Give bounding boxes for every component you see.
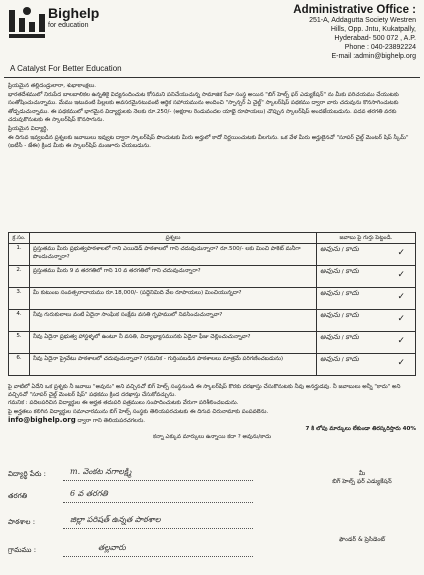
row-question: ప్రస్తుతము మీరు ప్రభుత్వపాఠశాలలో గాని ఎయిడెడ్ పాఠశాలలో గాని చదువుచున్నారా? రూ.500/- లకు మించి పాకెట్ మనీగా పొందుచున్నారా?: [30, 244, 317, 266]
table-row: [9, 332, 416, 354]
checkmark-icon: ✓: [397, 248, 405, 258]
checkmark-icon: ✓: [397, 336, 405, 346]
row-number: 4.: [9, 310, 30, 332]
note-paragraph: గమనిక : పదిలపరిచిన విద్యార్థుల ఈ అర్హత తదుపరి పత్రములు సంపాదించుటకు వేరుగా పరిశీలించబడును.: [8, 400, 239, 407]
intro-paragraph: భారతదేశములో నిరుపేద బాలబాలికల ఉన్నతికై విద్యనందించుట కోసమని పనిచేయుచున్న సామాజిక సేవా సంస్థ అయిన "బిగ్ హెల్ప్ ఫర్ ఎడ్యుకేషన్" ను మీకు పరిచయము చేయుటకు సంతోషించుచున్నాము. మేము ఇటువంటి పిల్లలకు అవసరమైనటువంటి ఆర్థిక సహాయమును అందించి "స్పాన్సర్ ఏ చైల్డ్" స్కాలర్‌షిప్ పథకము ద్వారా వారు చదువును కొనసాగించుటకు తోడ్పడుచున్నాము. ఈ పథకములో భాగమైన విద్యార్థులకు నెలకు రూ.250/- (అక్షరాల రెండువందల యాభై రూపాయలు) చొప్పున స్కాలర్‌షిప్ అందజేయబడును. పదవ తరగతి వరకు చదువుకొనుటకు ఈ స్కాలర్‌షిప్ కొనసాగును.: [8, 92, 399, 123]
row-answer[interactable]: అవును / కాదు ✓: [317, 354, 416, 376]
intro-text: [8, 82, 416, 152]
eligibility-table: [8, 232, 416, 376]
class-field[interactable]: 6 వ తరగతి: [70, 489, 108, 498]
signature-org: బిగ్ హెల్ప్ ఫర్ ఎడ్యుకేషన్: [332, 478, 392, 485]
checkmark-icon: ✓: [397, 270, 405, 280]
row-question: ప్రస్తుతము మీరు 9 వ తరగతిలో గాని 10 వ తరగతిలో గాని చదువుచున్నారా?: [30, 266, 317, 288]
name-field[interactable]: m. వెంకట నగాలక్ష్మి: [70, 467, 132, 476]
village-label: గ్రామము :: [8, 546, 37, 554]
table-row: [9, 266, 416, 288]
class-underline: [63, 502, 253, 503]
address-paragraph: పై అర్హతలు కలిగిన విద్యార్థుల సమాచారమును బిగ్ హెల్ప్ సంస్థకు తెలియపరచుటకు ఈ దిగువ చిరునామాకు పంపవలెను.: [8, 408, 269, 415]
row-number: 1.: [9, 244, 30, 266]
office-address: [266, 4, 416, 61]
founder-title: ఫౌండర్ & ప్రెసిడెంట్: [338, 536, 386, 543]
brand-name: Bighelp: [48, 5, 100, 21]
row-number: 5.: [9, 332, 30, 354]
row-question: నీవు ఏదైనా ప్రభుత్వ హాస్టళ్ళలో ఉంటూ నీ వసతి, విద్యాభ్యాసమునకు ఏదైనా ఫీజు చెల్లించుచున్నావా?: [30, 332, 317, 354]
instructions-text: [8, 383, 416, 441]
row-number: 2.: [9, 266, 30, 288]
row-answer[interactable]: అవును / కాదు ✓: [317, 288, 416, 310]
instructions-paragraph: పై వాటిలో ఏదేని ఒక ప్రశ్నకు నీ జవాబు "అవును" అని వచ్చినచో బిగ్ హెల్ప్ సంస్థనుండి ఈ స్కాలర్‌షిప్ కొరకు దరఖాస్తు చేసుకొనుటకు నీవు అనర్హుడవు. నీ జవాబులు అన్నీ "కాదు" అని వచ్చినచో "సూపర్ చైల్డ్ మెంటర్ షిప్" పథకము క్రింద దరఖాస్తు చేసుకోవచ్చును.: [8, 384, 401, 399]
brand-subtitle: for education: [48, 22, 89, 29]
intro-paragraph-2: ఈ దిగువ ఇవ్వబడిన ప్రశ్నలకు జవాబులు ఇవ్వుట ద్వారా స్కాలర్‌షిప్ పొందుటకు మీరు అర్హులో కాదో నిర్ణయించుటకు వీలగును. ఒక వేళ మీరు అర్హులైనచో "సూపర్ చైల్డ్ మెంటర్ షిప్ స్కీమ్" (ఐటీసీ - జేఈ) క్రింద మీకు ఈ స్కాలర్‌షిప్ మంజూరు చేయబడును.: [8, 135, 409, 150]
table-row: [9, 310, 416, 332]
table-header-row: [9, 233, 416, 244]
school-field[interactable]: జిల్లా పరిషత్ ఉన్నత పాఠశాల: [70, 515, 161, 524]
row-number: 6.: [9, 354, 30, 376]
row-question: నీవు గురుకులాలు వంటి ఏదైనా సాంఘిక సంక్షేమ వసతి గృహములో నివసించుచున్నావా?: [30, 310, 317, 332]
greeting: ప్రియమైన తల్లిదండ్రులారా, శుభాకాంక్షలు.: [8, 83, 97, 89]
class-label: తరగతి: [8, 492, 28, 500]
signature-block: [308, 470, 416, 486]
contact-email-link[interactable]: info@bighelp.org: [8, 415, 76, 424]
col-header-questions: ప్రశ్నలు: [30, 233, 317, 244]
brand-block: [48, 5, 99, 29]
row-question: నీవు ఏదైనా ప్రైవేటు పాఠశాలలో చదువుచున్నావా? (గమనిక - గుర్తింపబడిన పాఠశాలలు మాత్రమే పరిగణించబడును): [30, 354, 317, 376]
office-line: 251-A, Addagutta Society Westren: [309, 17, 416, 24]
row-answer[interactable]: అవును / కాదు ✓: [317, 244, 416, 266]
contact-line: [8, 416, 416, 425]
school-underline: [63, 528, 253, 529]
office-line: Hills, Opp. Jntu, Kukatpally,: [330, 26, 416, 33]
office-title: Administrative Office :: [293, 4, 416, 16]
office-email: E-mail :admin@bighelp.org: [331, 53, 416, 60]
header-divider: [4, 77, 420, 78]
table-row: [9, 354, 416, 376]
signature-salutation: మీ: [358, 470, 366, 477]
bighelp-logo-icon: [6, 4, 48, 48]
village-underline: [63, 556, 253, 557]
school-label: పాఠశాల :: [8, 518, 36, 526]
row-number: 3.: [9, 288, 30, 310]
col-header-number: క్ర.సం.: [9, 233, 30, 244]
contact-suffix: ద్వారా గాని తెలియపరచగలరు.: [77, 417, 146, 424]
row-answer[interactable]: అవును / కాదు ✓: [317, 310, 416, 332]
handwritten-note: 7 కి లోపు మార్కులు లేకుండా తిరస్కరిస్తారు 40%: [305, 426, 416, 433]
handwritten-note-2: కన్నా ఎక్కువ మార్కులు ఉన్నాయి కదా ? అవును/కాదు: [152, 434, 272, 441]
name-label: విద్యార్థి పేరు :: [8, 470, 46, 478]
row-question: మీ కుటుంబ సంవత్సరాదాయము రూ.18,000/- (పద్దెనిమిది వేల రూపాయలు) మించియున్నదా?: [30, 288, 317, 310]
office-phone: Phone : 040-23892224: [344, 44, 416, 51]
row-answer[interactable]: అవును / కాదు ✓: [317, 332, 416, 354]
row-answer[interactable]: అవును / కాదు ✓: [317, 266, 416, 288]
checkmark-icon: ✓: [397, 358, 405, 368]
checkmark-icon: ✓: [397, 292, 405, 302]
table-row: [9, 244, 416, 266]
salutation: ప్రియమైన విద్యార్థి,: [8, 126, 49, 133]
office-line: Hyderabad- 500 072 , A.P.: [334, 35, 416, 42]
tagline: A Catalyst For Better Education: [10, 64, 122, 73]
village-field[interactable]: తల్లవారు: [98, 543, 126, 552]
table-row: [9, 288, 416, 310]
col-header-answer: జవాబు పై గుర్తు పెట్టండి.: [317, 233, 416, 244]
checkmark-icon: ✓: [397, 314, 405, 324]
name-underline: [63, 480, 253, 481]
